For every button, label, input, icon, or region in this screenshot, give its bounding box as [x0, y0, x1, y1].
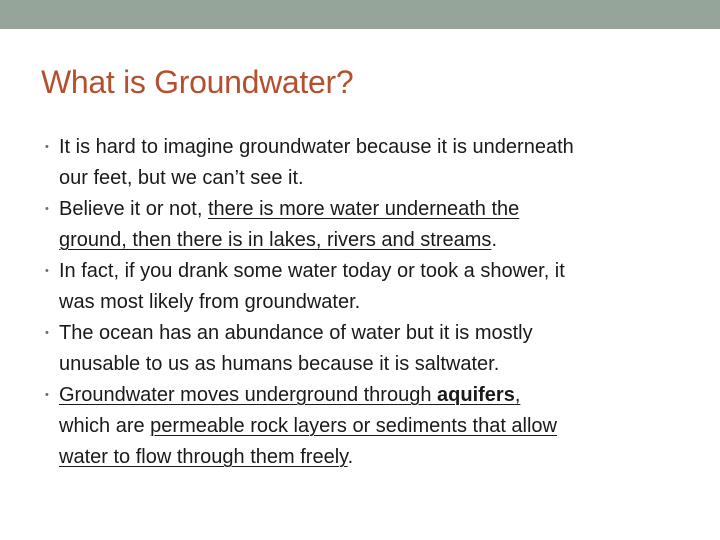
- bullet-line: [59, 194, 685, 225]
- bullet-line: unusable to us as humans because it is saltwater.: [59, 353, 500, 375]
- underlined-text: water to flow through them freely: [59, 446, 348, 468]
- bullet-item: [45, 380, 685, 473]
- text-run: Believe it or not,: [59, 198, 208, 220]
- bullet-list: [45, 132, 685, 473]
- bullet-line: It is hard to imagine groundwater because it is underneath: [59, 136, 574, 158]
- bullet-dot-icon: •: [45, 265, 49, 277]
- bullet-line: In fact, if you drank some water today or took a shower, it: [59, 260, 565, 282]
- bullet-line: The ocean has an abundance of water but it is mostly: [59, 322, 533, 344]
- underlined-text: permeable rock layers or sediments that allow: [150, 415, 558, 437]
- text-run: .: [347, 446, 354, 468]
- bullet-item: [45, 132, 685, 194]
- bullet-dot-icon: •: [45, 389, 49, 401]
- bullet-item: [45, 194, 685, 256]
- bold-term: aquifers: [437, 384, 515, 406]
- bullet-line: [59, 411, 685, 442]
- bullet-line: [59, 380, 685, 411]
- underlined-text: Groundwater moves underground through: [59, 384, 438, 406]
- bullet-line: our feet, but we can’t see it.: [59, 167, 304, 189]
- text-run: which are: [59, 415, 151, 437]
- bullet-line: [59, 225, 685, 256]
- bullet-dot-icon: •: [45, 141, 49, 153]
- bullet-dot-icon: •: [45, 203, 49, 215]
- bullet-line: was most likely from groundwater.: [59, 291, 361, 313]
- underlined-text: ground, then there is in lakes, rivers and streams: [59, 229, 492, 251]
- text-run: .: [491, 229, 497, 251]
- underlined-text: there is more water underneath the: [207, 198, 520, 220]
- top-accent-bar: [0, 0, 720, 29]
- bullet-item: [45, 318, 685, 380]
- bullet-line: [59, 442, 685, 473]
- underlined-text: ,: [514, 384, 521, 406]
- bullet-item: [45, 256, 685, 318]
- bullet-dot-icon: •: [45, 327, 49, 339]
- slide-title: What is Groundwater?: [41, 64, 354, 100]
